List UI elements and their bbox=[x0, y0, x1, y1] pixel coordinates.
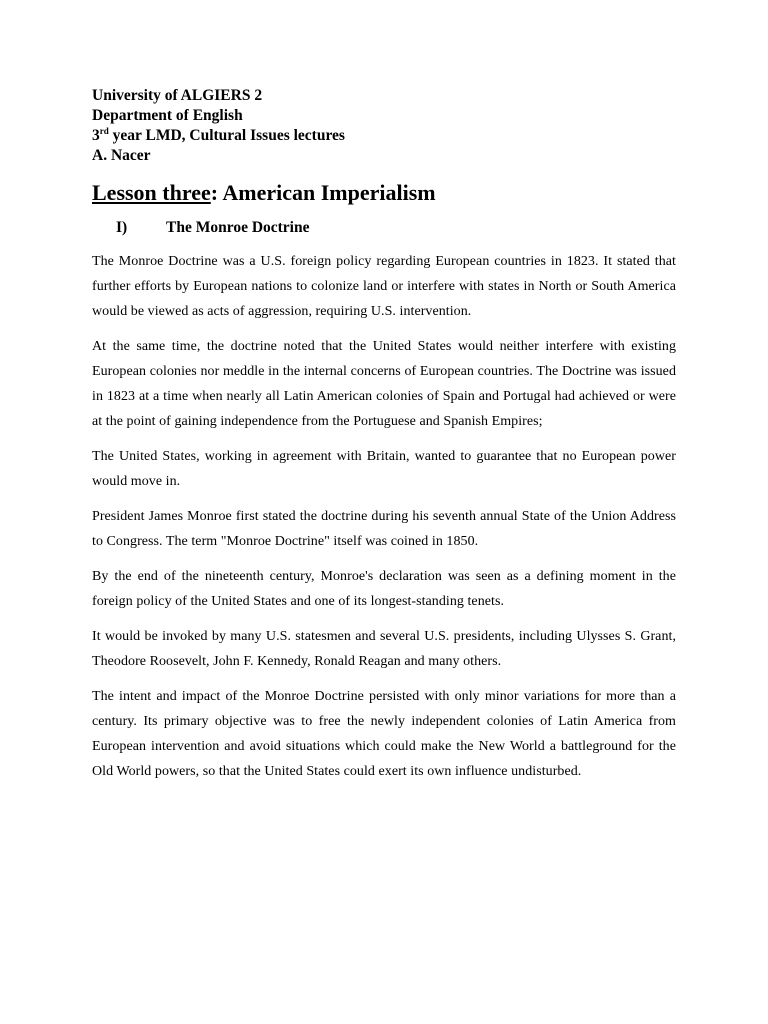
university-name: University of ALGIERS 2 bbox=[92, 87, 263, 104]
section-number: I) bbox=[116, 219, 128, 236]
year-number: 3 bbox=[92, 127, 100, 144]
body-paragraph: It would be invoked by many U.S. statesmen and several U.S. presidents, including Ulysses S. Grant, Theodore Roosevelt, John F. Kennedy, Ronald Reagan and many others. bbox=[92, 629, 676, 669]
lesson-colon: : bbox=[210, 180, 223, 205]
section-heading bbox=[92, 218, 676, 238]
document-page bbox=[92, 86, 676, 784]
body-paragraph: The intent and impact of the Monroe Doctrine persisted with only minor variations for more than a century. Its primary objective was to free the newly independent colonies of Latin America from European intervention and avoid situations which could make the New World a battleground for the Old World powers, so that the United States could exert its own influence undisturbed. bbox=[92, 689, 676, 779]
body-paragraph: At the same time, the doctrine noted that the United States would neither interfere with existing European colonies nor meddle in the internal concerns of European countries. The Doctrine was issued in 1823 at a time when nearly all Latin American colonies of Spain and Portugal had achieved or were at the point of gaining independence from the Portuguese and Spanish Empires; bbox=[92, 339, 676, 429]
department-name: Department of English bbox=[92, 107, 243, 124]
body-paragraph: By the end of the nineteenth century, Monroe's declaration was seen as a defining moment in the foreign policy of the United States and one of its longest-standing tenets. bbox=[92, 569, 676, 609]
lesson-title bbox=[92, 179, 676, 207]
lesson-topic: American Imperialism bbox=[222, 180, 436, 205]
year-ordinal-suffix: rd bbox=[99, 125, 109, 136]
section-title: The Monroe Doctrine bbox=[166, 219, 310, 236]
lesson-label: Lesson three bbox=[92, 180, 211, 205]
body-paragraph: President James Monroe first stated the doctrine during his seventh annual State of the Union Address to Congress. The term "Monroe Doctrine" itself was coined in 1850. bbox=[92, 509, 676, 549]
course-description: year LMD, Cultural Issues lectures bbox=[108, 127, 345, 144]
course-info bbox=[92, 126, 676, 146]
body-paragraph: The Monroe Doctrine was a U.S. foreign policy regarding European countries in 1823. It stated that further efforts by European nations to colonize land or interfere with states in North or South America would be viewed as acts of aggression, requiring U.S. intervention. bbox=[92, 254, 676, 319]
body-paragraph: The United States, working in agreement with Britain, wanted to guarantee that no European power would move in. bbox=[92, 449, 676, 489]
author-name: A. Nacer bbox=[92, 147, 151, 164]
